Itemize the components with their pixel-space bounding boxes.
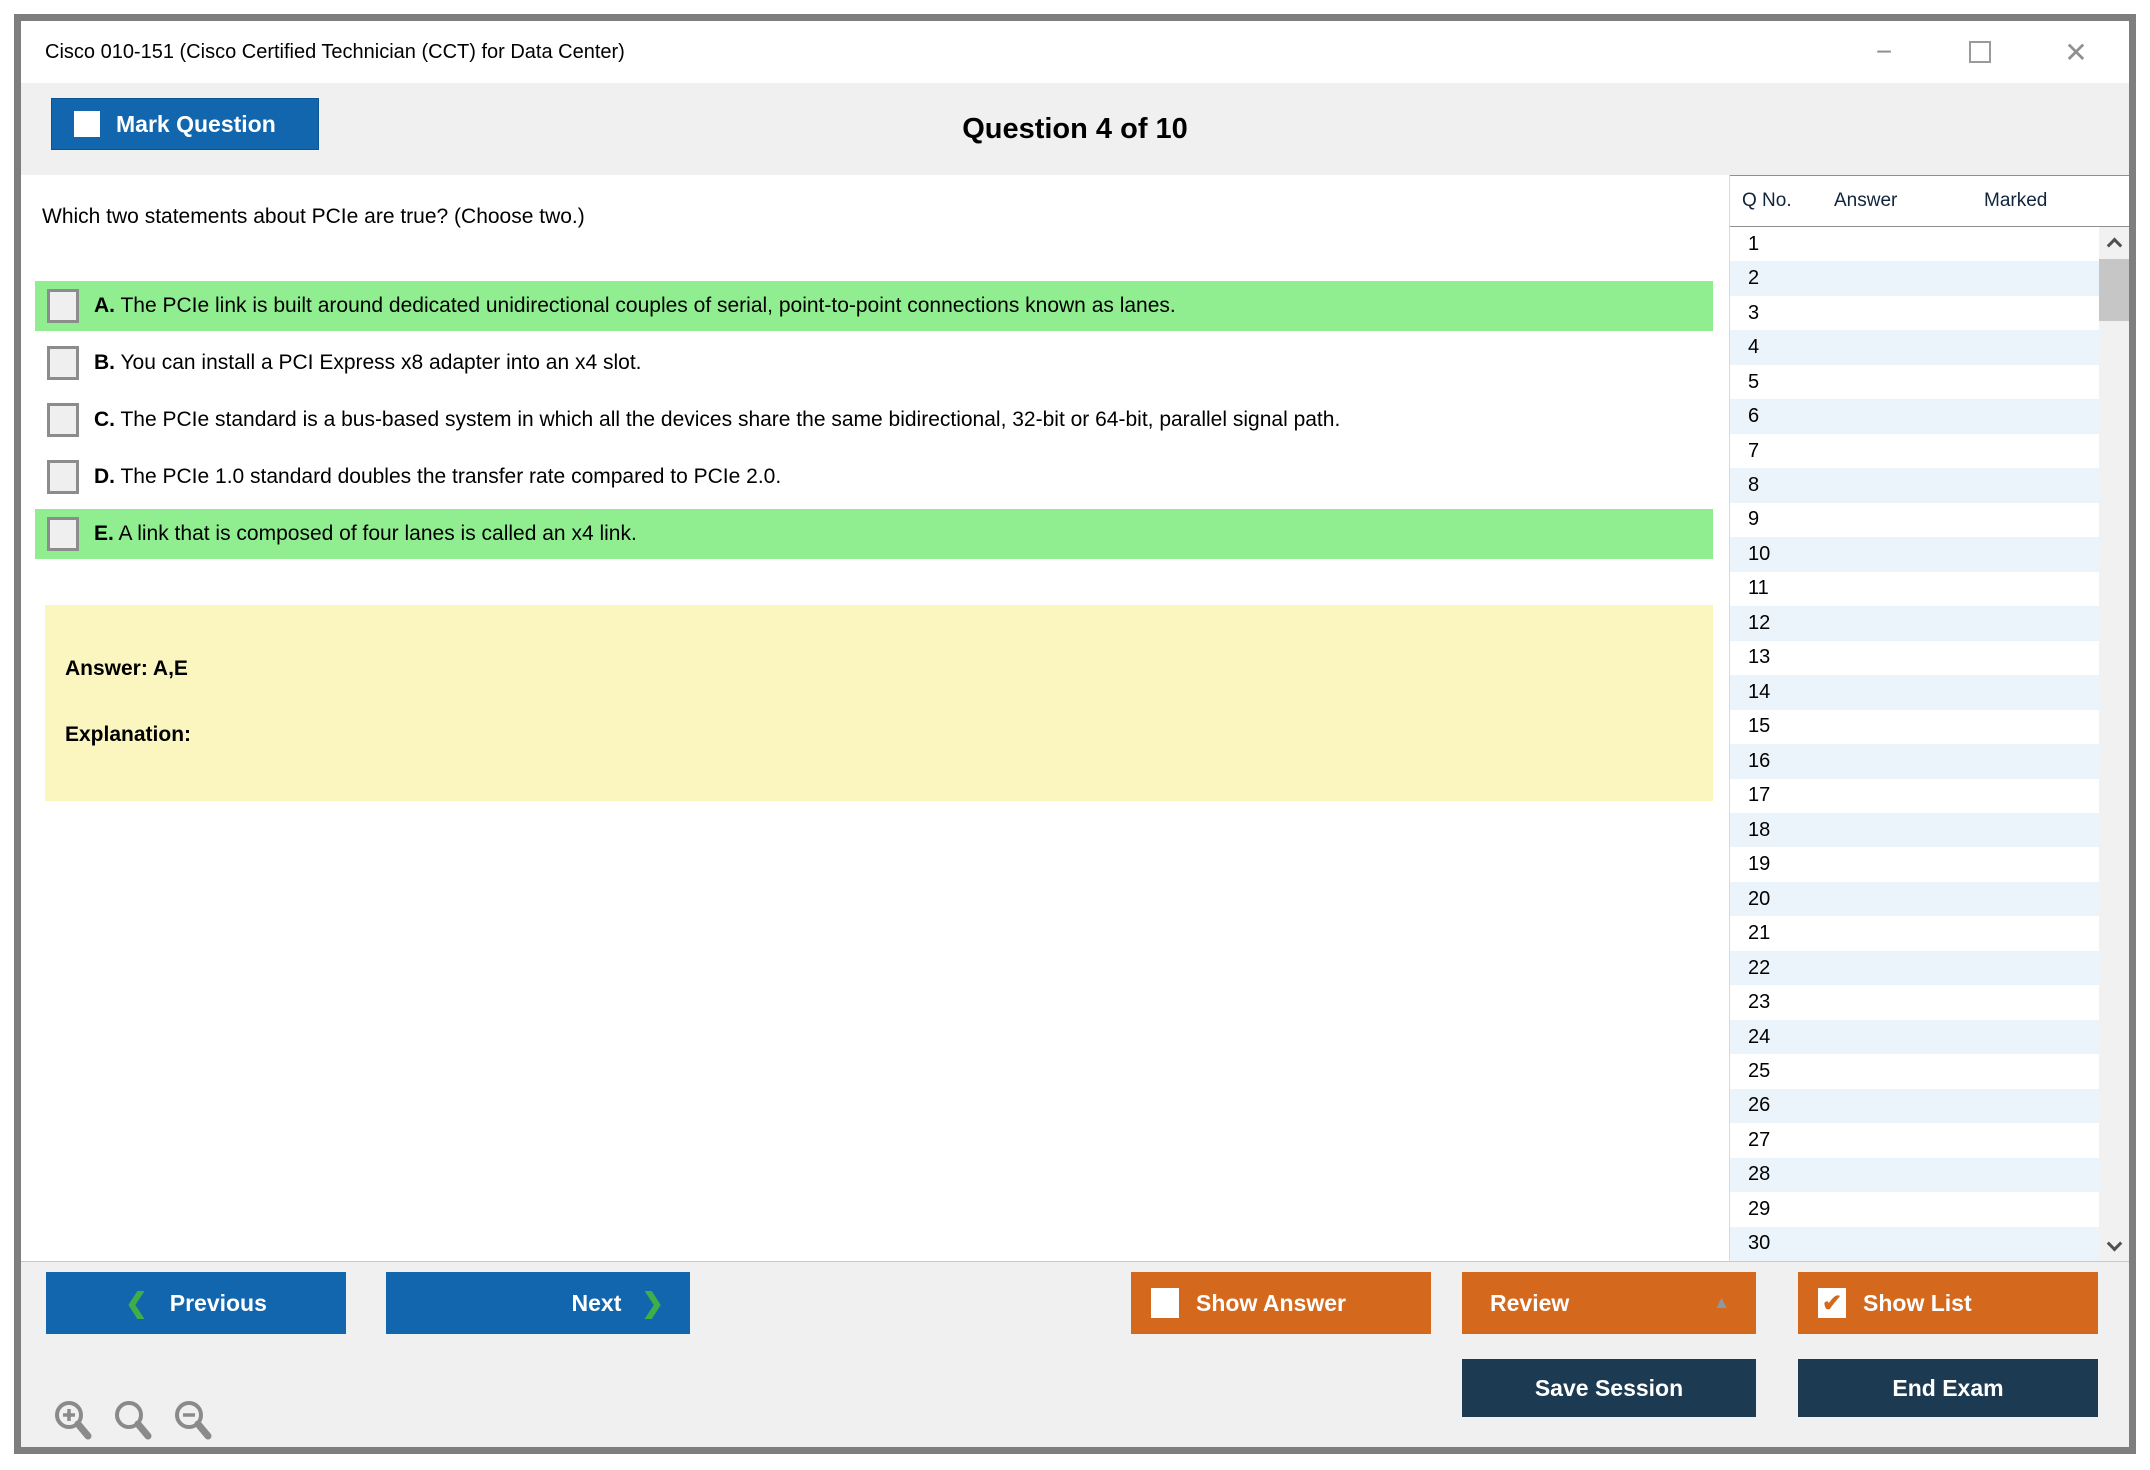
scrollbar-up-button[interactable]: [2099, 227, 2129, 257]
review-label: Review: [1490, 1289, 1570, 1316]
option-row: [35, 281, 1713, 331]
question-number: 11: [1748, 577, 1769, 600]
zoom-in-icon[interactable]: [51, 1398, 95, 1442]
review-button[interactable]: [1462, 1272, 1756, 1334]
option-letter: E.: [94, 521, 114, 545]
question-number: 22: [1748, 956, 1771, 979]
question-list-row[interactable]: [1730, 606, 2099, 640]
minimize-icon[interactable]: −: [1875, 36, 1893, 67]
chevron-left-icon: ❮: [125, 1287, 148, 1318]
question-number: 18: [1748, 818, 1771, 841]
question-list-header: [1730, 175, 2129, 227]
question-list-sidebar: [1729, 175, 2129, 1261]
answer-label: Answer: A,E: [65, 657, 188, 680]
question-list-row[interactable]: [1730, 399, 2099, 433]
option-text: The PCIe 1.0 standard doubles the transfer rate compared to PCIe 2.0.: [120, 464, 782, 488]
column-header-answer: Answer: [1834, 190, 1898, 211]
mark-question-label: Mark Question: [116, 110, 276, 137]
previous-button[interactable]: [46, 1272, 346, 1334]
question-list-row[interactable]: [1730, 813, 2099, 847]
previous-label: Previous: [169, 1289, 267, 1316]
question-list-row[interactable]: [1730, 434, 2099, 468]
question-number: 6: [1748, 405, 1760, 428]
app-window: [14, 14, 2136, 1454]
show-answer-button[interactable]: [1131, 1272, 1431, 1334]
maximize-icon[interactable]: [1963, 35, 1997, 69]
question-number: 9: [1748, 508, 1760, 531]
question-number: 29: [1748, 1197, 1771, 1220]
question-list-rows: [1730, 227, 2099, 1261]
question-number: 25: [1748, 1059, 1771, 1082]
question-list-row[interactable]: [1730, 675, 2099, 709]
question-list-row[interactable]: [1730, 1089, 2099, 1123]
option-checkbox[interactable]: [47, 403, 79, 437]
question-list-row[interactable]: [1730, 537, 2099, 571]
options-list: [35, 281, 1713, 559]
window-controls: [1867, 35, 2129, 69]
option-letter: A.: [94, 293, 115, 317]
close-icon[interactable]: ✕: [2064, 36, 2088, 68]
column-header-qno: Q No.: [1742, 190, 1792, 211]
question-list-row[interactable]: [1730, 779, 2099, 813]
question-number: 16: [1748, 749, 1771, 772]
question-number: 20: [1748, 887, 1771, 910]
question-number: 19: [1748, 853, 1771, 876]
question-panel: [21, 175, 1729, 1261]
zoom-reset-icon[interactable]: [111, 1398, 155, 1442]
option-text-wrap: [94, 457, 791, 498]
option-text: A link that is composed of four lanes is called an x4 link.: [118, 521, 637, 545]
question-number: 30: [1748, 1232, 1771, 1255]
question-number: 8: [1748, 474, 1760, 497]
question-number: 1: [1748, 232, 1760, 255]
chevron-up-icon: [2106, 237, 2122, 253]
zoom-toolbar: [51, 1398, 215, 1442]
option-text: The PCIe standard is a bus-based system in which all the devices share the same bidirectional, 32-bit or 64-bit, parallel signal path.: [120, 407, 1341, 431]
option-letter: B.: [94, 350, 115, 374]
end-exam-label: End Exam: [1892, 1374, 2004, 1401]
top-bar: [21, 83, 2129, 175]
next-button[interactable]: [386, 1272, 690, 1334]
option-row: [35, 452, 1713, 502]
option-checkbox[interactable]: [47, 346, 79, 380]
caret-up-icon: ▲: [1713, 1293, 1730, 1312]
option-checkbox[interactable]: [47, 460, 79, 494]
question-number: 27: [1748, 1128, 1771, 1151]
end-exam-button[interactable]: [1798, 1359, 2098, 1417]
show-answer-label: Show Answer: [1196, 1289, 1346, 1316]
question-number: 4: [1748, 336, 1760, 359]
question-list-row[interactable]: [1730, 882, 2099, 916]
title-bar: [21, 21, 2129, 83]
question-number: 10: [1748, 542, 1771, 565]
scrollbar-thumb[interactable]: [2099, 259, 2129, 321]
question-list-row[interactable]: [1730, 1054, 2099, 1088]
show-list-checkbox[interactable]: [1818, 1288, 1846, 1318]
question-list-row[interactable]: [1730, 744, 2099, 778]
question-list-row[interactable]: [1730, 1020, 2099, 1054]
column-header-marked: Marked: [1984, 190, 2048, 211]
option-text: You can install a PCI Express x8 adapter into an x4 slot.: [120, 350, 642, 374]
option-text-wrap: [94, 343, 652, 384]
question-counter: Question 4 of 10: [962, 112, 1188, 145]
question-number: 7: [1748, 439, 1760, 462]
check-icon: ✔: [1821, 1289, 1843, 1317]
option-text-wrap: [94, 286, 1186, 327]
question-list-row[interactable]: [1730, 710, 2099, 744]
question-text: Which two statements about PCIe are true? (Choose two.): [42, 205, 585, 228]
question-list-row[interactable]: [1730, 951, 2099, 985]
option-letter: C.: [94, 407, 115, 431]
question-number: 17: [1748, 784, 1771, 807]
question-number: 24: [1748, 1025, 1771, 1048]
show-answer-checkbox[interactable]: [1151, 1288, 1179, 1318]
question-list-row[interactable]: [1730, 641, 2099, 675]
option-row: [35, 509, 1713, 559]
option-text-wrap: [94, 514, 647, 555]
question-list-row[interactable]: [1730, 365, 2099, 399]
content-area: [21, 175, 2129, 1261]
question-number: 13: [1748, 646, 1771, 669]
scrollbar-down-button[interactable]: [2099, 1231, 2129, 1261]
question-number: 26: [1748, 1094, 1771, 1117]
chevron-right-icon: ❯: [641, 1287, 664, 1318]
question-number: 2: [1748, 267, 1760, 290]
question-number: 3: [1748, 301, 1760, 324]
option-checkbox[interactable]: [47, 517, 79, 551]
footer-bar: [21, 1261, 2129, 1447]
option-text-wrap: [94, 400, 1350, 441]
question-list-row[interactable]: [1730, 503, 2099, 537]
question-list-row[interactable]: [1730, 296, 2099, 330]
option-row: [35, 338, 1713, 388]
next-label: Next: [571, 1289, 622, 1316]
question-list-row[interactable]: [1730, 847, 2099, 881]
question-list-row[interactable]: [1730, 1123, 2099, 1157]
show-list-button[interactable]: [1798, 1272, 2098, 1334]
explanation-label: Explanation:: [65, 723, 192, 746]
question-number: 15: [1748, 715, 1771, 738]
question-list-row[interactable]: [1730, 572, 2099, 606]
sidebar-scrollbar[interactable]: [2099, 227, 2129, 1261]
question-number: 21: [1748, 922, 1771, 945]
question-list-row[interactable]: [1730, 1158, 2099, 1192]
question-number: 14: [1748, 680, 1771, 703]
question-list-body: [1730, 227, 2129, 1261]
option-row: [35, 395, 1713, 445]
question-list-row[interactable]: [1730, 330, 2099, 364]
zoom-out-icon[interactable]: [171, 1398, 215, 1442]
question-list-row[interactable]: [1730, 1192, 2099, 1226]
question-list-row[interactable]: [1730, 985, 2099, 1019]
question-list-row[interactable]: [1730, 1227, 2099, 1261]
option-text: The PCIe link is built around dedicated unidirectional couples of serial, point-to-point connections known as lanes.: [120, 293, 1176, 317]
question-list-row[interactable]: [1730, 227, 2099, 261]
window-title: Cisco 010-151 (Cisco Certified Technician (CCT) for Data Center): [45, 40, 625, 63]
question-list-row[interactable]: [1730, 261, 2099, 295]
maximize-box: [1969, 41, 1991, 63]
option-checkbox[interactable]: [47, 289, 79, 323]
question-number: 23: [1748, 991, 1771, 1014]
question-number: 12: [1748, 611, 1771, 634]
save-session-label: Save Session: [1534, 1374, 1684, 1401]
question-list-row[interactable]: [1730, 916, 2099, 950]
answer-box: [45, 605, 1713, 801]
chevron-down-icon: [2106, 1235, 2122, 1251]
question-number: 5: [1748, 370, 1760, 393]
question-number: 28: [1748, 1163, 1771, 1186]
question-list-row[interactable]: [1730, 468, 2099, 502]
option-letter: D.: [94, 464, 115, 488]
save-session-button[interactable]: [1462, 1359, 1756, 1417]
show-list-label: Show List: [1863, 1289, 1972, 1316]
